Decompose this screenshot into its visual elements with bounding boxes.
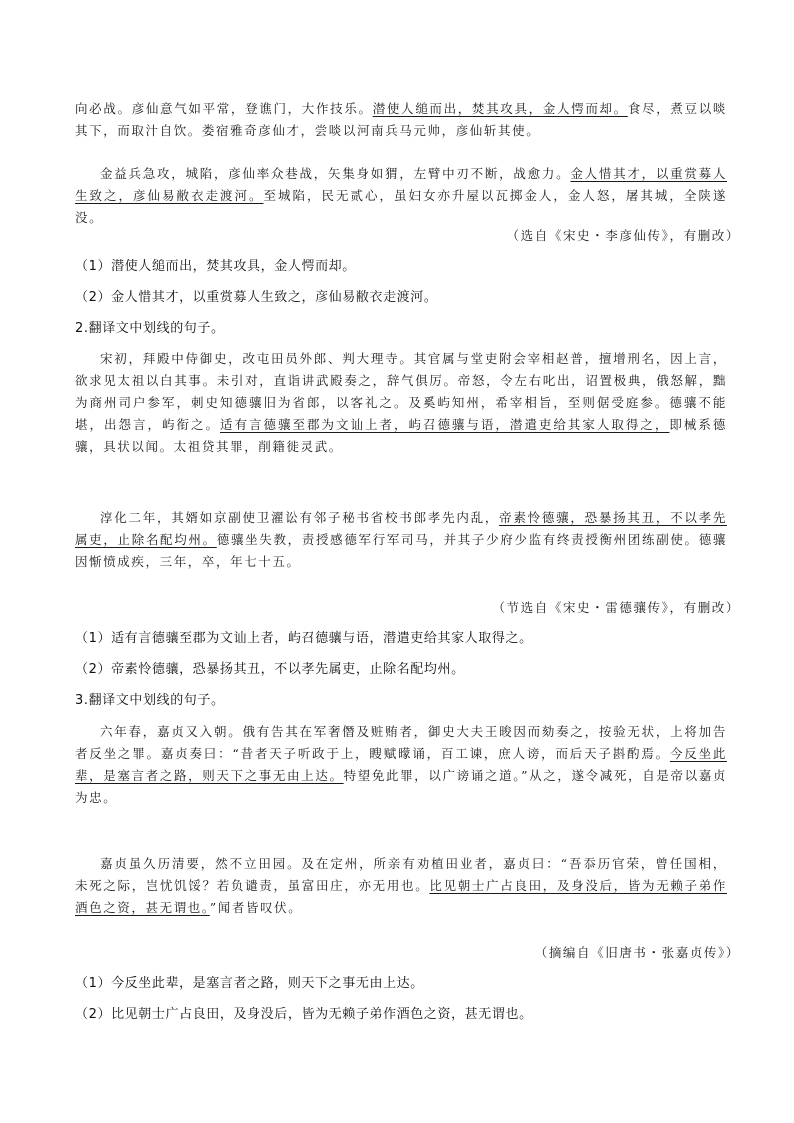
passage1-paragraph1: [75, 98, 727, 142]
passage1-question2: （2）金人惜其才，以重赏募人生致之，彦仙易敝衣走渡河。: [75, 290, 438, 305]
passage3-paragraph1-text: 六年春，嘉贞又入朝。俄有告其在军奢僭及赃贿者，御史大夫王晙因而劾奏之，按验无状，上将加告者反坐之罪。嘉贞奏曰：“昔者天子听政于上，瞍赋曚诵，百工谏，庶人谤，而后天子斟酌焉。: [75, 724, 727, 761]
passage3-underlined-sentence1: 今反坐此辈，是塞言者之路，则天下之事无由上达。: [75, 746, 728, 783]
passage3-paragraph1: [75, 721, 727, 809]
passage2-paragraph1-text: 宋初，拜殿中侍御史，改屯田员外郎、判大理寺。其官属与堂吏附会宰相赵普，擅增刑名，因上言，欲求见太祖以白其事。未引对，直诣讲武殿奏之，辞气俱厉。帝怒，令左右叱出，诏置极典，俄怒解，黜为商州司户参军，刺史知德骧旧为省郎，以客礼之。及奚屿知州，希宰相旨，至则倨受庭参。德骧不能堪，出怨言，屿衔之。: [75, 351, 727, 432]
passage3-paragraph2: [75, 853, 727, 919]
passage2-question2: （2）帝素怜德骧，恐暴扬其丑，不以孝先属吏，止除名配均州。: [75, 662, 465, 677]
passage3-underlined-sentence2: 比见朝士广占良田，及身没后，皆为无赖子弟作酒色之资，甚无谓也。: [75, 878, 727, 915]
passage2-paragraph1: [75, 348, 727, 458]
passage1-paragraph1-text-tail: 食尽，煮豆以啖其下，而取汁自饮。娄宿雅奇彦仙才，尝啖以河南兵马元帅，彦仙斩其使。: [75, 101, 727, 138]
section-heading-3: 3.翻译文中划线的句子。: [75, 693, 225, 708]
passage1-paragraph1-text: 向必战。彦仙意气如平常，登谯门，大作技乐。: [75, 101, 373, 116]
passage3-question1: （1）今反坐此辈，是塞言者之路，则天下之事无由上达。: [75, 976, 424, 991]
passage3-paragraph1-text-tail: 特望免此罪，以广谤诵之道。”从之，遂令减死，自是帝以嘉贞为忠。: [75, 768, 727, 805]
section-heading-2: 2.翻译文中划线的句子。: [75, 321, 225, 336]
passage2-paragraph2-text-tail: 德骧坐失教，责授感德军行军司马，并其子少府少监有终责授衡州团练副使。德骧因惭愤成疾，三年，卒，年七十五。: [75, 532, 727, 569]
passage3-question2: （2）比见朝士广占良田，及身没后，皆为无赖子弟作酒色之资，甚无谓也。: [75, 1007, 533, 1022]
passage1-underlined-sentence1: 潜使人缒而出，焚其攻具，金人愕而却。: [372, 101, 628, 116]
passage3-paragraph2-text: 嘉贞虽久历清要，然不立田园。及在定州，所亲有劝植田业者，嘉贞曰：“吾忝历官荣，曾任国相，未死之际，岂忧饥馁？若负谴责，虽富田庄，亦无用也。: [75, 856, 727, 893]
passage3-source: （摘编自《旧唐书・张嘉贞传》）: [534, 945, 740, 960]
passage1-source: （选自《宋史・李彦仙传》，有删改）: [506, 228, 740, 243]
passage1-paragraph2: [75, 163, 727, 229]
passage2-underlined-sentence2: 帝素怜德骧，恐暴扬其丑，不以孝先属吏，止除名配均州。: [75, 510, 727, 547]
passage2-paragraph1-text-tail: 即械系德骧，具状以闻。太祖贷其罪，削籍徙灵武。: [75, 417, 727, 454]
passage3-paragraph2-text-tail: ”闻者皆叹伏。: [209, 900, 303, 915]
passage1-paragraph2-text-tail: 至城陷，民无贰心，虽妇女亦升屋以瓦掷金人，金人怒，屠其城，全陕遂没。: [75, 188, 727, 225]
passage2-source: （节选自《宋史・雷德骧传》，有删改）: [492, 600, 740, 615]
passage2-question1: （1）适有言德骧至郡为文讪上者，屿召德骧与语，潜遣吏给其家人取得之。: [75, 631, 533, 646]
passage2-underlined-sentence1: 适有言德骧至郡为文讪上者，屿召德骧与语，潜遣吏给其家人取得之，: [219, 417, 670, 432]
passage1-paragraph2-text: 金益兵急攻，城陷，彦仙率众巷战，矢集身如猬，左臂中刃不断，战愈力。: [100, 166, 571, 181]
passage1-question1: （1）潜使人缒而出，焚其攻具，金人愕而却。: [75, 259, 356, 274]
passage2-paragraph2-text: 淳化二年，其婿如京副使卫濯讼有邻子秘书省校书郎孝先内乱，: [100, 510, 500, 525]
passage2-paragraph2: [75, 507, 727, 573]
passage1-underlined-sentence2: 金人惜其才，以重赏募人生致之，彦仙易敝衣走渡河。: [75, 166, 727, 203]
